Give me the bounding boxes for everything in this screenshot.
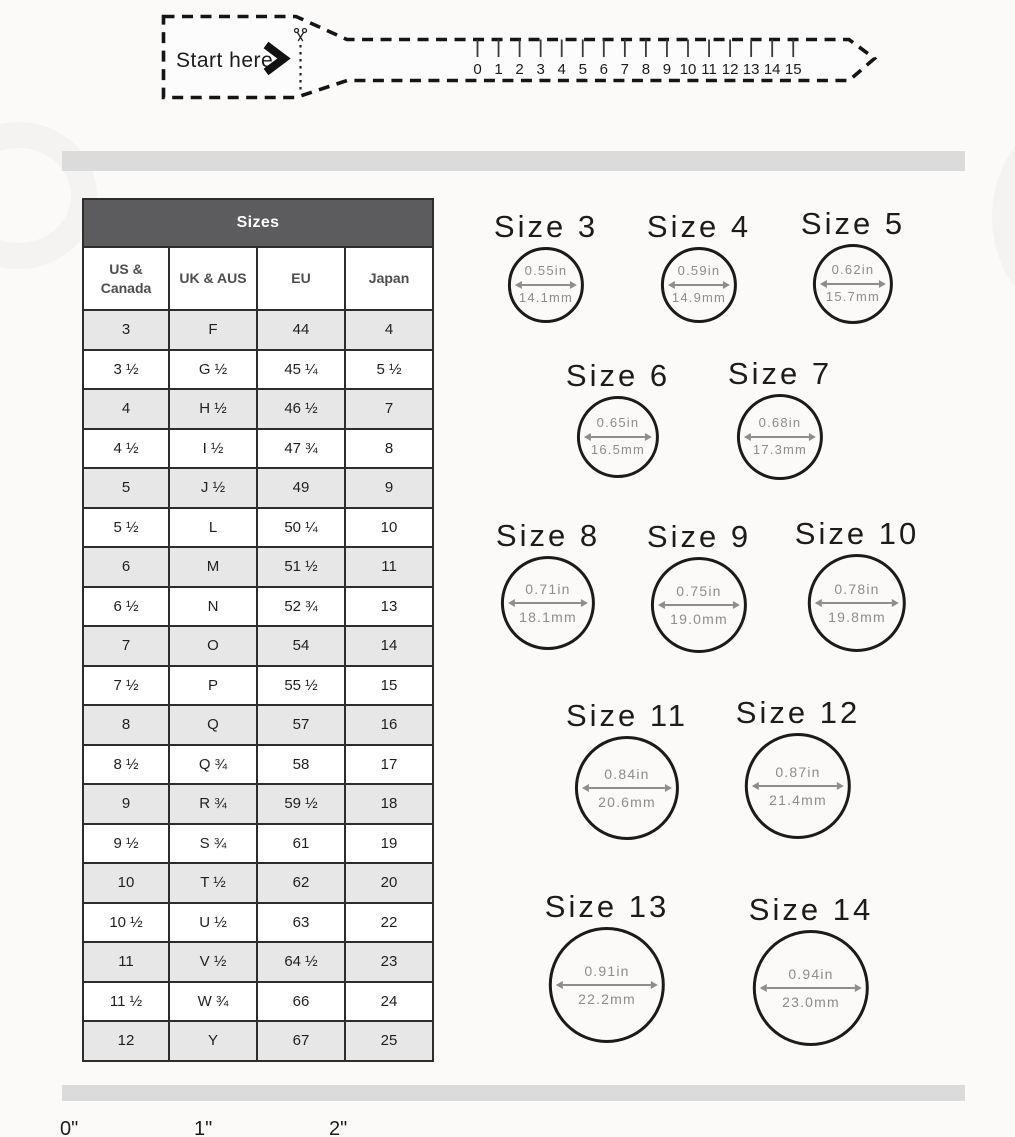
- table-cell: H ½: [169, 389, 257, 429]
- table-cell: M: [169, 547, 257, 587]
- arrow-line: [589, 787, 665, 789]
- ring-size-group: [736, 695, 860, 839]
- ring-circle: [753, 930, 869, 1046]
- arrowhead-right-icon: [879, 280, 886, 288]
- arrowhead-right-icon: [733, 601, 740, 609]
- arrowhead-left-icon: [508, 599, 515, 607]
- diameter-arrow: [760, 984, 862, 992]
- table-cell: 47 ¾: [257, 429, 345, 469]
- ring-size-label: Size 8: [495, 518, 601, 553]
- ruler-tick-label: 2: [515, 61, 524, 78]
- arrowhead-right-icon: [723, 281, 730, 289]
- arrow-line: [522, 284, 570, 286]
- column-header-japan: Japan: [345, 247, 433, 310]
- table-title: Sizes: [83, 199, 433, 247]
- table-cell: Q: [169, 705, 257, 745]
- ring-circle: [501, 556, 595, 650]
- table-cell: 59 ½: [257, 784, 345, 824]
- diameter-mm: 18.1mm: [519, 609, 577, 625]
- table-cell: 22: [345, 903, 433, 943]
- diameter-inches: 0.65in: [596, 415, 640, 431]
- table-cell: 44: [257, 310, 345, 350]
- diameter-mm: 15.7mm: [825, 289, 881, 304]
- table-cell: 62: [257, 863, 345, 903]
- ring-circle: [808, 554, 906, 652]
- ring-size-label: Size 7: [727, 356, 833, 391]
- diameter-mm: 21.4mm: [769, 792, 827, 808]
- table-cell: L: [169, 508, 257, 548]
- table-cell: 9: [345, 468, 433, 508]
- table-cell: 57: [257, 705, 345, 745]
- table-cell: 8 ½: [83, 745, 169, 785]
- table-cell: 9 ½: [83, 824, 169, 864]
- arrowhead-right-icon: [651, 981, 658, 989]
- arrow-line: [751, 436, 809, 438]
- table-cell: 18: [345, 784, 433, 824]
- diameter-mm: 17.3mm: [752, 442, 808, 457]
- ring-size-label: Size 13: [544, 889, 670, 924]
- table-cell: 19: [345, 824, 433, 864]
- ring-size-group: [795, 516, 919, 652]
- ruler-tick-label: 11: [701, 61, 717, 78]
- table-cell: N: [169, 587, 257, 627]
- table-cell: U ½: [169, 903, 257, 943]
- arrowhead-right-icon: [645, 433, 652, 441]
- ring-size-label: Size 14: [748, 892, 874, 927]
- table-cell: 5: [83, 468, 169, 508]
- table-cell: 10: [345, 508, 433, 548]
- column-header-us-canada: US & Canada: [83, 247, 169, 310]
- arrowhead-left-icon: [815, 599, 822, 607]
- ruler-tick-label: 6: [599, 61, 608, 78]
- ruler-tick-label: 8: [641, 61, 651, 78]
- table-cell: P: [169, 666, 257, 706]
- arrowhead-right-icon: [837, 782, 844, 790]
- column-header-eu: EU: [257, 247, 345, 310]
- table-cell: F: [169, 310, 257, 350]
- ruler-tick-label: 12: [721, 61, 739, 78]
- diameter-arrow: [815, 599, 899, 607]
- diameter-mm: 16.5mm: [590, 442, 646, 457]
- diameter-mm: 23.0mm: [782, 994, 840, 1010]
- diameter-arrow: [668, 281, 730, 289]
- arrowhead-left-icon: [820, 280, 827, 288]
- table-cell: 8: [345, 429, 433, 469]
- ruler-tick-label: 13: [742, 61, 760, 78]
- table-cell: 4: [345, 310, 433, 350]
- table-cell: 3 ½: [83, 350, 169, 390]
- table-cell: 67: [257, 1021, 345, 1061]
- table-cell: 63: [257, 903, 345, 943]
- table-cell: 54: [257, 626, 345, 666]
- ring-size-label: Size 11: [565, 698, 689, 733]
- arrow-line: [591, 436, 645, 438]
- arrowhead-right-icon: [581, 599, 588, 607]
- diameter-arrow: [556, 981, 658, 989]
- ruler-tick-label: 15: [784, 61, 802, 78]
- arrowhead-right-icon: [892, 599, 899, 607]
- bottom-inch-ruler: [0, 1118, 1015, 1137]
- arrow-line: [822, 602, 892, 604]
- diameter-inches: 0.87in: [775, 763, 821, 780]
- ruler-tick-label: 1: [494, 61, 503, 78]
- table-cell: 7 ½: [83, 666, 169, 706]
- arrowhead-left-icon: [668, 281, 675, 289]
- table-cell: 24: [345, 982, 433, 1022]
- arrow-line: [767, 987, 855, 989]
- diameter-mm: 14.1mm: [518, 290, 574, 305]
- diameter-inches: 0.75in: [676, 582, 722, 599]
- table-cell: 49: [257, 468, 345, 508]
- diameter-inches: 0.71in: [525, 580, 571, 597]
- diameter-inches: 0.68in: [758, 415, 802, 431]
- table-cell: 55 ½: [257, 666, 345, 706]
- table-cell: 66: [257, 982, 345, 1022]
- diameter-inches: 0.78in: [834, 580, 880, 597]
- table-cell: 46 ½: [257, 389, 345, 429]
- table-cell: 6 ½: [83, 587, 169, 627]
- table-cell: V ½: [169, 942, 257, 982]
- diameter-mm: 20.6mm: [598, 794, 656, 810]
- table-cell: S ¾: [169, 824, 257, 864]
- table-cell: 14: [345, 626, 433, 666]
- diameter-arrow: [820, 280, 886, 288]
- arrow-line: [759, 785, 837, 787]
- table-cell: 15: [345, 666, 433, 706]
- table-cell: 5 ½: [83, 508, 169, 548]
- ring-size-label: Size 3: [493, 209, 599, 244]
- arrowhead-right-icon: [570, 281, 577, 289]
- table-cell: 4: [83, 389, 169, 429]
- table-cell: 17: [345, 745, 433, 785]
- ring-size-group: [647, 519, 751, 653]
- ring-size-label: Size 4: [646, 209, 752, 244]
- ring-size-label: Size 5: [800, 206, 906, 241]
- table-cell: 20: [345, 863, 433, 903]
- ring-size-group: [728, 356, 832, 480]
- table-cell: 64 ½: [257, 942, 345, 982]
- diameter-mm: 14.9mm: [671, 290, 727, 305]
- diameter-arrow: [752, 782, 844, 790]
- ring-circle: [508, 247, 584, 323]
- table-cell: 8: [83, 705, 169, 745]
- table-cell: Q ¾: [169, 745, 257, 785]
- table-cell: R ¾: [169, 784, 257, 824]
- table-cell: 58: [257, 745, 345, 785]
- ring-circle: [577, 396, 659, 478]
- column-header-uk-aus: UK & AUS: [169, 247, 257, 310]
- table-cell: 10: [83, 863, 169, 903]
- ring-size-group: [566, 698, 688, 840]
- ring-circle: [549, 927, 665, 1043]
- table-cell: T ½: [169, 863, 257, 903]
- table-cell: 45 ¼: [257, 350, 345, 390]
- ring-size-group: [801, 206, 905, 324]
- diameter-mm: 19.8mm: [828, 609, 886, 625]
- diameter-arrow: [582, 784, 672, 792]
- ruler-tick-label: 3: [536, 61, 545, 78]
- arrowhead-left-icon: [556, 981, 563, 989]
- diameter-arrow: [515, 281, 577, 289]
- arrowhead-right-icon: [809, 433, 816, 441]
- table-cell: W ¾: [169, 982, 257, 1022]
- ring-circle: [575, 736, 679, 840]
- ring-circle: [737, 394, 823, 480]
- arrowhead-right-icon: [665, 784, 672, 792]
- table-cell: 61: [257, 824, 345, 864]
- inch-label: 2": [329, 1118, 348, 1137]
- arrowhead-right-icon: [855, 984, 862, 992]
- diameter-inches: 0.55in: [524, 263, 568, 279]
- table-cell: 4 ½: [83, 429, 169, 469]
- diameter-arrow: [744, 433, 816, 441]
- table-cell: 11: [345, 547, 433, 587]
- table-cell: O: [169, 626, 257, 666]
- table-cell: 52 ¾: [257, 587, 345, 627]
- table-cell: 11 ½: [83, 982, 169, 1022]
- ring-circle: [651, 557, 747, 653]
- arrowhead-left-icon: [658, 601, 665, 609]
- diameter-mm: 22.2mm: [578, 991, 636, 1007]
- table-cell: 50 ¼: [257, 508, 345, 548]
- ring-size-label: Size 9: [646, 519, 752, 554]
- ring-circle: [661, 247, 737, 323]
- arrowhead-left-icon: [584, 433, 591, 441]
- ruler-tick-label: 7: [620, 61, 630, 78]
- table-cell: 23: [345, 942, 433, 982]
- arrow-line: [675, 284, 723, 286]
- table-cell: 7: [83, 626, 169, 666]
- ruler-tick-label: 9: [662, 61, 672, 78]
- diameter-mm: 19.0mm: [670, 611, 728, 627]
- table-cell: 5 ½: [345, 350, 433, 390]
- diameter-inches: 0.62in: [831, 262, 875, 278]
- table-cell: 12: [83, 1021, 169, 1061]
- ring-size-group: [647, 209, 751, 323]
- diameter-arrow: [508, 599, 588, 607]
- table-cell: 11: [83, 942, 169, 982]
- table-cell: 6: [83, 547, 169, 587]
- arrowhead-left-icon: [752, 782, 759, 790]
- ruler-tick-label: 14: [763, 61, 781, 78]
- arrow-line: [665, 604, 733, 606]
- table-cell: J ½: [169, 468, 257, 508]
- diameter-inches: 0.94in: [788, 965, 834, 982]
- inch-label: 1": [194, 1118, 213, 1137]
- ruler-tick-label: 5: [578, 61, 587, 78]
- arrow-line: [827, 283, 879, 285]
- table-cell: Y: [169, 1021, 257, 1061]
- table-cell: G ½: [169, 350, 257, 390]
- ring-size-group: [496, 518, 600, 650]
- table-cell: 10 ½: [83, 903, 169, 943]
- arrow-line: [515, 602, 581, 604]
- ring-size-group: [494, 209, 598, 323]
- table-cell: 13: [345, 587, 433, 627]
- ring-circle: [745, 733, 851, 839]
- ruler-tick-label: 4: [557, 61, 566, 78]
- table-cell: 25: [345, 1021, 433, 1061]
- ruler-tick-label: 10: [679, 61, 697, 78]
- table-cell: 9: [83, 784, 169, 824]
- ring-size-label: Size 10: [794, 516, 920, 551]
- arrow-line: [563, 984, 651, 986]
- ring-size-group: [749, 892, 873, 1046]
- inch-label: 0": [60, 1118, 79, 1137]
- diameter-arrow: [658, 601, 740, 609]
- start-here-label: Start here: [176, 49, 274, 72]
- arrowhead-left-icon: [515, 281, 522, 289]
- table-cell: I ½: [169, 429, 257, 469]
- arrowhead-left-icon: [582, 784, 589, 792]
- table-cell: 7: [345, 389, 433, 429]
- ring-size-group: [545, 889, 669, 1043]
- ruler-tick-label: 0: [473, 61, 482, 78]
- table-cell: 51 ½: [257, 547, 345, 587]
- ring-size-label: Size 6: [565, 358, 671, 393]
- arrowhead-left-icon: [760, 984, 767, 992]
- arrowhead-left-icon: [744, 433, 751, 441]
- table-cell: 3: [83, 310, 169, 350]
- diameter-arrow: [584, 433, 652, 441]
- diameter-inches: 0.84in: [604, 765, 650, 782]
- ring-size-label: Size 12: [735, 695, 861, 730]
- diameter-inches: 0.91in: [584, 962, 630, 979]
- diameter-inches: 0.59in: [677, 263, 721, 279]
- ring-circle: [813, 244, 893, 324]
- table-cell: 16: [345, 705, 433, 745]
- ring-size-group: [566, 358, 670, 478]
